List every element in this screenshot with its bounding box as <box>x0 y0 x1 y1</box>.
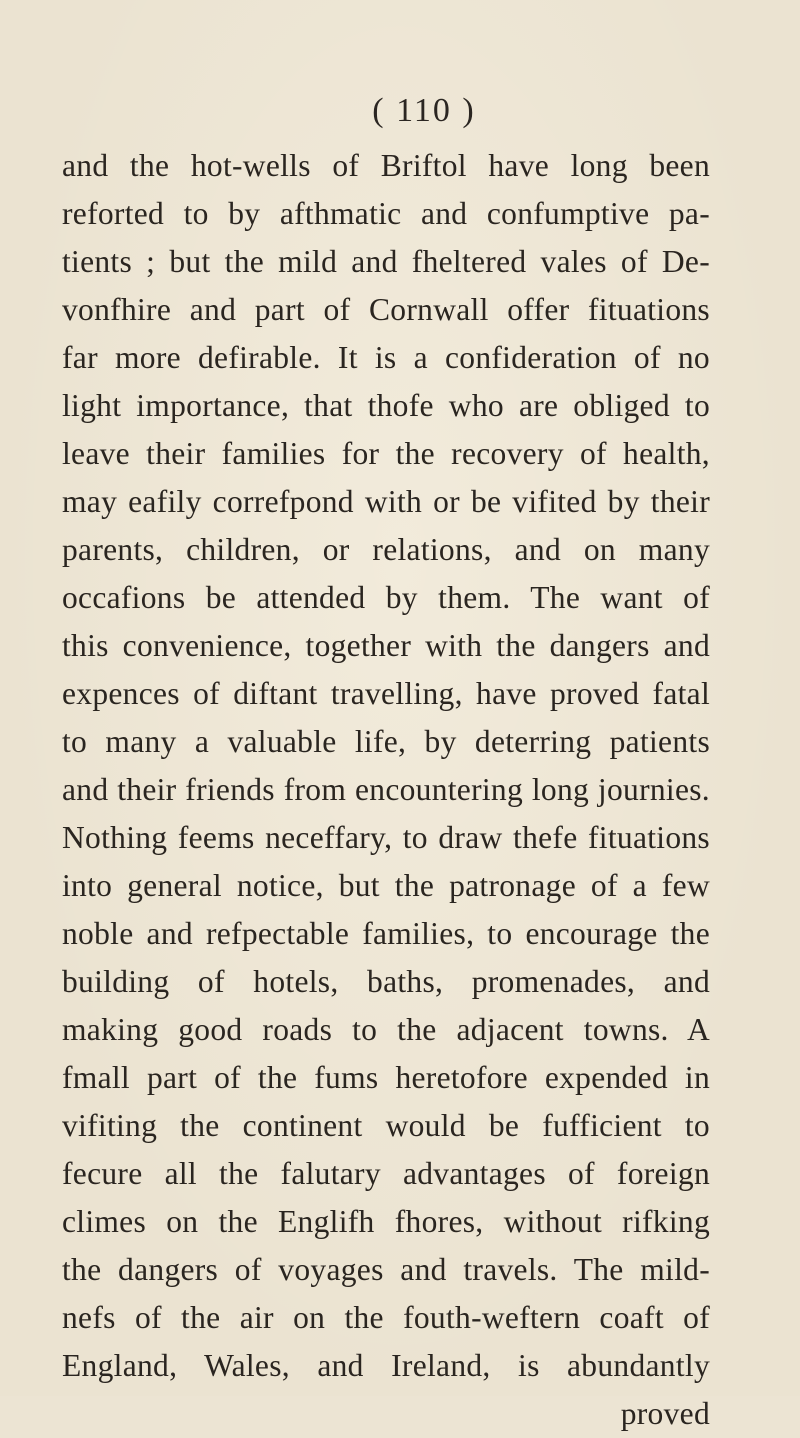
text-line: may eafily correfpond with or be vifited by their <box>62 484 710 519</box>
text-line: far more defirable. It is a confideration of no <box>62 340 710 375</box>
text-line: nefs of the air on the fouth-weftern coaft of <box>62 1300 710 1335</box>
text-line: into general notice, but the patronage of a few <box>62 868 710 903</box>
text-line: making good roads to the adjacent towns. A <box>62 1012 710 1047</box>
text-line: vifiting the continent would be fufficient to <box>62 1108 710 1143</box>
text-line: to many a valuable life, by deterring patients <box>62 724 710 759</box>
text-line: and their friends from encountering long journies. <box>62 772 710 807</box>
text-line: light importance, that thofe who are obliged to <box>62 388 710 423</box>
text-line: leave their families for the recovery of health, <box>62 436 710 471</box>
text-line: Nothing feems neceffary, to draw thefe fituations <box>62 820 710 855</box>
text-line: this convenience, together with the dangers and <box>62 628 710 663</box>
text-line: expences of diftant travelling, have proved fatal <box>62 676 710 711</box>
text-line: parents, children, or relations, and on many <box>62 532 710 567</box>
text-line: noble and refpectable families, to encourage the <box>62 916 710 951</box>
text-line: fecure all the falutary advantages of foreign <box>62 1156 710 1191</box>
text-line: tients ; but the mild and fheltered vales of De- <box>62 244 710 279</box>
page-number: ( 110 ) <box>372 92 476 129</box>
text-line: the dangers of voyages and travels. The mild- <box>62 1252 710 1287</box>
text-line: reforted to by afthmatic and confumptive pa- <box>62 196 710 231</box>
catchword: proved <box>620 1396 710 1431</box>
text-line: England, Wales, and Ireland, is abundantly <box>62 1348 710 1383</box>
text-line: building of hotels, baths, promenades, and <box>62 964 710 999</box>
text-line: vonfhire and part of Cornwall offer fituations <box>62 292 710 327</box>
text-line: occafions be attended by them. The want of <box>62 580 710 615</box>
text-line: fmall part of the fums heretofore expended in <box>62 1060 710 1095</box>
text-line: and the hot-wells of Briftol have long been <box>62 148 710 183</box>
text-line: climes on the Englifh fhores, without rifking <box>62 1204 710 1239</box>
body-text <box>62 142 710 1438</box>
